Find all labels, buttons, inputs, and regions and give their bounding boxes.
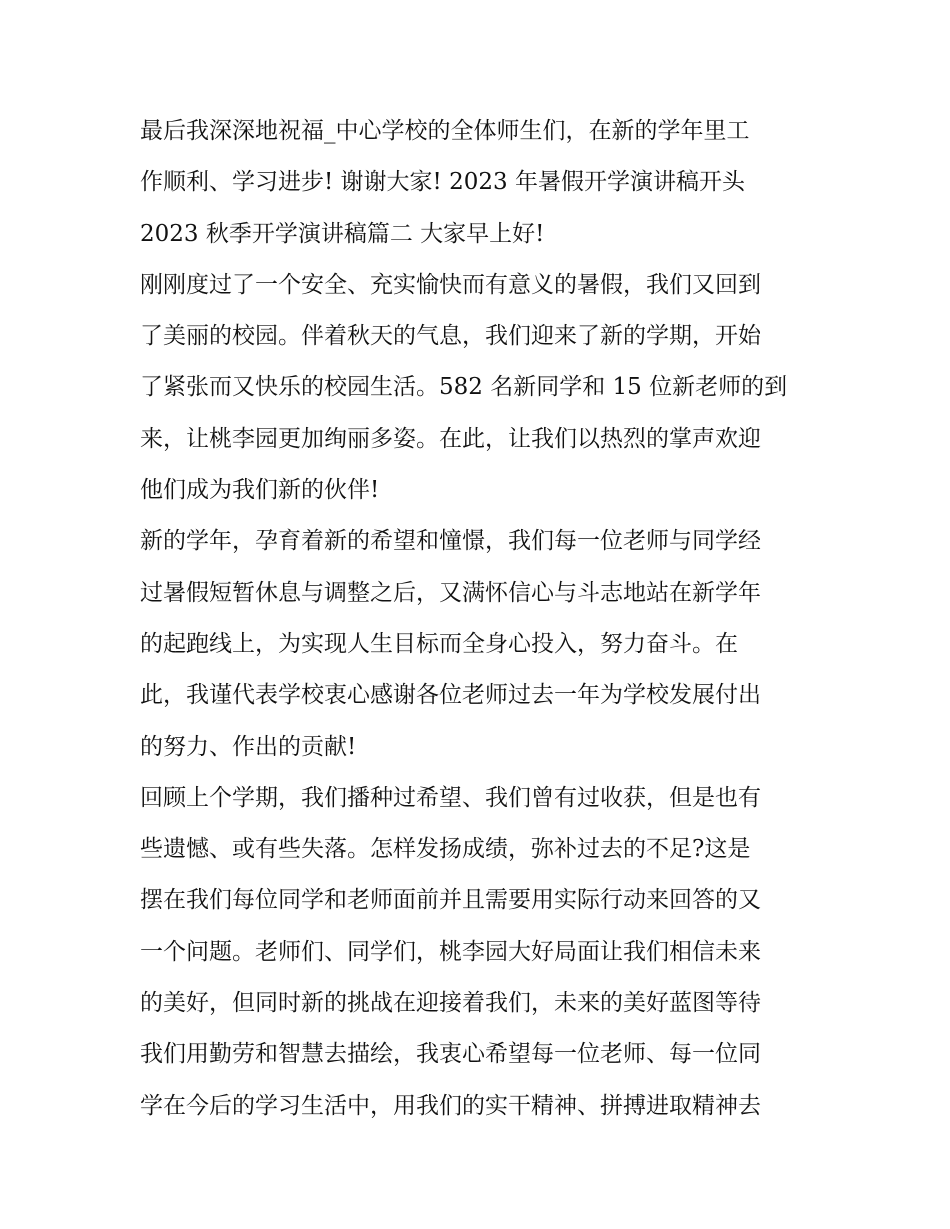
text-line-2: 作顺利、学习进步! 谢谢大家! 2023 年暑假开学演讲稿开头 — [140, 169, 745, 196]
text-line-15: 些遗憾、或有些失落。怎样发扬成绩，弥补过去的不足?这是 — [140, 836, 751, 863]
text-line-6: 了紧张而又快乐的校园生活。582 名新同学和 15 位新老师的到 — [140, 374, 788, 401]
text-line-11: 的起跑线上，为实现人生目标而全身心投入，努力奋斗。在 — [140, 630, 738, 657]
text-line-19: 我们用勤劳和智慧去描绘，我衷心希望每一位老师、每一位同 — [140, 1041, 761, 1068]
text-line-12: 此，我谨代表学校衷心感谢各位老师过去一年为学校发展付出 — [140, 682, 761, 709]
text-line-17: 一个问题。老师们、同学们，桃李园大好局面让我们相信未来 — [140, 938, 761, 965]
text-line-9: 新的学年，孕育着新的希望和憧憬，我们每一位老师与同学经 — [140, 528, 761, 555]
text-line-7: 来，让桃李园更加绚丽多姿。在此，让我们以热烈的掌声欢迎 — [140, 425, 761, 452]
text-line-16: 摆在我们每位同学和老师面前并且需要用实际行动来回答的又 — [140, 887, 761, 914]
text-line-10: 过暑假短暂休息与调整之后，又满怀信心与斗志地站在新学年 — [140, 579, 761, 606]
text-line-20: 学在今后的学习生活中，用我们的实干精神、拼搏进取精神去 — [140, 1092, 761, 1119]
text-line-1: 最后我深深地祝福_中心学校的全体师生们，在新的学年里工 — [140, 118, 750, 144]
text-line-13: 的努力、作出的贡献! — [140, 733, 357, 760]
text-line-5: 了美丽的校园。伴着秋天的气息，我们迎来了新的学期，开始 — [140, 323, 761, 350]
document-body — [140, 106, 812, 1132]
text-line-4: 刚刚度过了一个安全、充实愉快而有意义的暑假，我们又回到 — [140, 271, 761, 298]
text-line-14: 回顾上个学期，我们播种过希望、我们曾有过收获，但是也有 — [140, 784, 761, 811]
text-line-3: 2023 秋季开学演讲稿篇二 大家早上好! — [140, 220, 545, 247]
text-line-8: 他们成为我们新的伙伴! — [140, 477, 380, 504]
text-line-18: 的美好，但同时新的挑战在迎接着我们，未来的美好蓝图等待 — [140, 990, 761, 1017]
